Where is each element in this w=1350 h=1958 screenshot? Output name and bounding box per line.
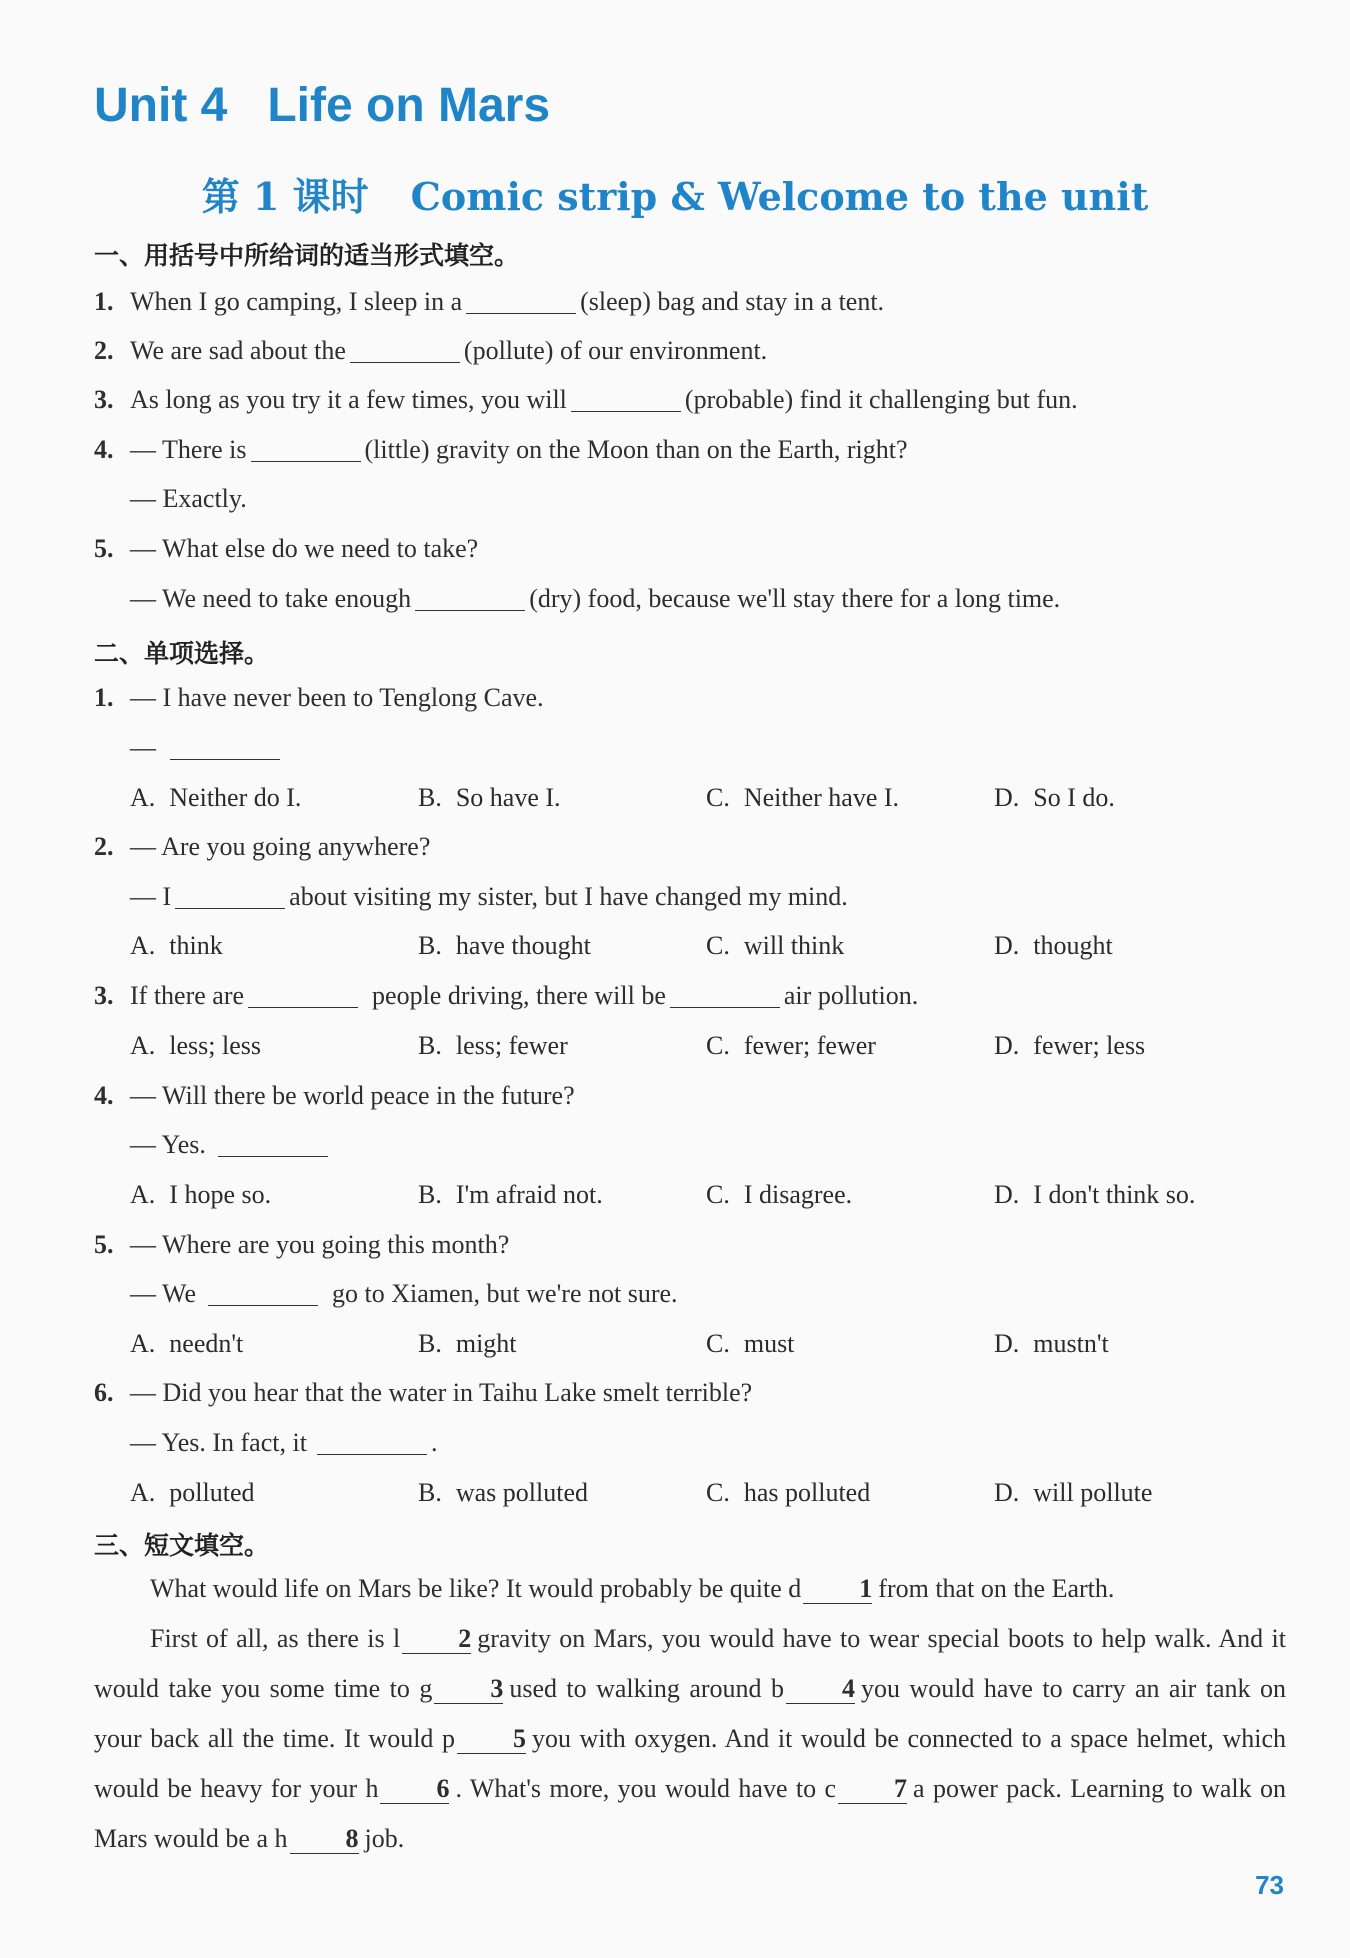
question-number: 1. (94, 287, 114, 316)
option-a[interactable]: A. polluted (130, 1478, 255, 1507)
s2-question-5: 5. — Where are you going this month? (94, 1230, 510, 1259)
option-c[interactable]: C. will think (706, 931, 845, 960)
option-d[interactable]: D. thought (994, 931, 1113, 960)
cloze-blank-7[interactable]: 7 (838, 1775, 907, 1804)
s1-question-2: 2. We are sad about the (pollute) of our environment. (94, 336, 768, 365)
option-b[interactable]: B. might (418, 1329, 517, 1358)
cloze-blank-2[interactable]: 2 (402, 1625, 471, 1654)
unit-label: Unit 4 (94, 79, 228, 132)
s2-question-6: 6. — Did you hear that the water in Taihu Lake smelt terrible? (94, 1378, 753, 1407)
option-c[interactable]: C. I disagree. (706, 1180, 853, 1209)
option-d[interactable]: D. fewer; less (994, 1031, 1146, 1060)
cloze-blank-6[interactable]: 6 (380, 1775, 449, 1804)
answer-blank[interactable] (317, 1428, 427, 1455)
option-c[interactable]: C. fewer; fewer (706, 1031, 876, 1060)
answer-blank[interactable] (571, 385, 681, 412)
question-number: 4. (94, 435, 114, 464)
option-c[interactable]: C. has polluted (706, 1478, 871, 1507)
lesson-number: 第 1 课时 (201, 174, 369, 219)
option-c[interactable]: C. Neither have I. (706, 783, 900, 812)
option-b[interactable]: B. So have I. (418, 783, 561, 812)
cloze-paragraph-2: First of all, as there is l 2 gravity on Mars, you would have to wear special boots to help walk. And it would take you some time to g 3 used to walking around b 4 you would have to carry an air tank on your back all the time. It would p 5 you with oxygen. And it would be connected to a space helmet, which would be heavy for your h 6 . What's more, you would have to c 7 a power pack. Learning to walk on Mars would be a h 8 job. (94, 1624, 1287, 1853)
answer-blank[interactable] (175, 882, 285, 909)
section3-title: 三、短文填空。 (94, 1531, 270, 1560)
question-number: 4. (94, 1081, 114, 1110)
cloze-paragraph-1: What would life on Mars be like? It would probably be quite d 1 from that on the Earth. (150, 1574, 1115, 1603)
question-number: 5. (94, 1230, 114, 1259)
cloze-blank-1[interactable]: 1 (803, 1575, 872, 1604)
option-c[interactable]: C. must (706, 1329, 795, 1358)
answer-blank[interactable] (415, 584, 525, 611)
option-a[interactable]: A. Neither do I. (130, 783, 302, 812)
s2-question-1-reply: — (94, 732, 284, 764)
option-d[interactable]: D. I don't think so. (994, 1180, 1196, 1209)
cloze-blank-8[interactable]: 8 (290, 1825, 359, 1854)
s2-question-1: 1. — I have never been to Tenglong Cave. (94, 683, 544, 712)
question-number: 1. (94, 683, 114, 712)
answer-blank[interactable] (170, 733, 280, 760)
option-d[interactable]: D. So I do. (994, 783, 1115, 812)
option-b[interactable]: B. was polluted (418, 1478, 588, 1507)
lesson-title (0, 166, 1350, 221)
question-number: 2. (94, 336, 114, 365)
cloze-blank-5[interactable]: 5 (457, 1725, 526, 1754)
option-d[interactable]: D. will pollute (994, 1478, 1153, 1507)
s2-question-4-reply: — Yes. (94, 1129, 332, 1161)
lesson-name: Comic strip & Welcome to the unit (410, 174, 1149, 219)
option-b[interactable]: B. less; fewer (418, 1031, 568, 1060)
s2-question-4: 4. — Will there be world peace in the future? (94, 1081, 575, 1110)
option-a[interactable]: A. less; less (130, 1031, 262, 1060)
page-number: 73 (1255, 1870, 1284, 1900)
s1-question-5-reply: — We need to take enough (dry) food, because we'll stay there for a long time. (130, 584, 1061, 613)
question-number: 5. (94, 534, 114, 563)
cloze-passage (94, 1564, 1286, 1864)
section2-title: 二、单项选择。 (94, 639, 270, 668)
answer-blank[interactable] (466, 287, 576, 314)
answer-blank[interactable] (248, 981, 358, 1008)
s2-question-6-reply: — Yes. In fact, it . (130, 1428, 438, 1457)
question-number: 3. (94, 385, 114, 414)
answer-blank[interactable] (350, 336, 460, 363)
question-number: 2. (94, 832, 114, 861)
cloze-blank-4[interactable]: 4 (786, 1675, 855, 1704)
answer-blank[interactable] (208, 1279, 318, 1306)
option-d[interactable]: D. mustn't (994, 1329, 1109, 1358)
option-a[interactable]: A. I hope so. (130, 1180, 272, 1209)
unit-title (94, 78, 550, 133)
s1-question-4-reply: — Exactly. (130, 484, 247, 513)
answer-blank[interactable] (670, 981, 780, 1008)
section1-title: 一、用括号中所给词的适当形式填空。 (94, 241, 520, 270)
s2-question-5-reply: — We go to Xiamen, but we're not sure. (130, 1279, 678, 1308)
s1-question-3: 3. As long as you try it a few times, you will (probable) find it challenging but fun. (94, 385, 1078, 414)
question-number: 6. (94, 1378, 114, 1407)
s1-question-4: 4. — There is (little) gravity on the Moon than on the Earth, right? (94, 435, 908, 464)
question-number: 3. (94, 981, 114, 1010)
option-b[interactable]: B. I'm afraid not. (418, 1180, 603, 1209)
s1-question-1: 1. When I go camping, I sleep in a (sleep) bag and stay in a tent. (94, 287, 885, 316)
answer-blank[interactable] (218, 1130, 328, 1157)
s2-question-2: 2. — Are you going anywhere? (94, 832, 431, 861)
s2-question-2-reply: — I about visiting my sister, but I have changed my mind. (130, 882, 848, 911)
s1-question-5: 5. — What else do we need to take? (94, 534, 479, 563)
option-b[interactable]: B. have thought (418, 931, 591, 960)
s2-question-3: 3. If there are people driving, there will be air pollution. (94, 981, 919, 1010)
option-a[interactable]: A. think (130, 931, 223, 960)
option-a[interactable]: A. needn't (130, 1329, 244, 1358)
unit-name: Life on Mars (267, 79, 551, 132)
answer-blank[interactable] (251, 435, 361, 462)
cloze-blank-3[interactable]: 3 (434, 1675, 503, 1704)
